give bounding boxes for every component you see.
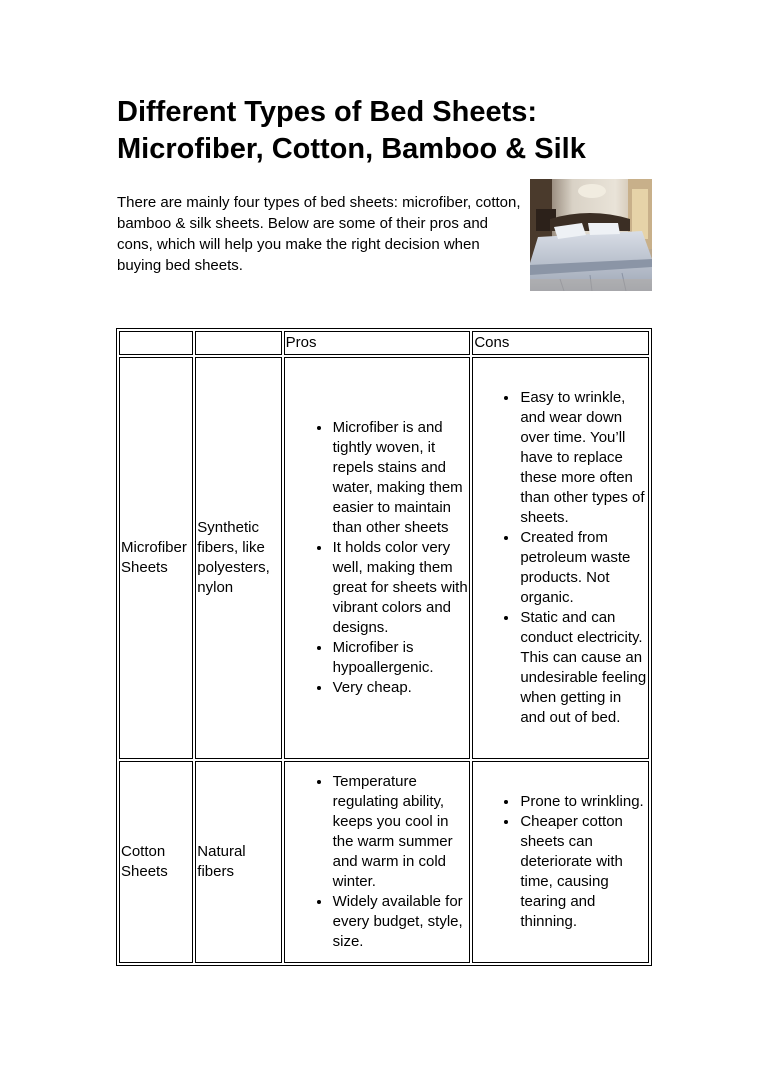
list-item: • Cheaper cotton sheets can deteriorate with time, causing tearing and thinning. [519,812,647,932]
pros-list [286,418,469,698]
sheet-type-cell: Cotton Sheets [119,761,193,963]
cons-cell [472,357,649,759]
bed-photo [530,179,652,291]
table-row [119,761,649,963]
title-line-2: Microfiber, Cotton, Bamboo & Silk [117,133,586,165]
list-item: • Widely available for every budget, style, size. [332,892,469,952]
list-item: • Very cheap. [332,678,469,698]
header-cell-name [119,331,193,355]
list-item: • Created from petroleum waste products. Not organic. [519,528,647,608]
list-item: • Microfiber is hypoallergenic. [332,638,469,678]
pros-cell [284,357,471,759]
list-item: • Temperature regulating ability, keeps you cool in the warm summer and warm in cold winter. [332,772,469,892]
pros-list [286,772,469,952]
list-item: • Microfiber is and tightly woven, it repels stains and water, making them easier to maintain than other sheets [332,418,469,538]
list-item: • Easy to wrinkle, and wear down over time. You’ll have to replace these more often than other types of sheets. [519,388,647,528]
fiber-type-cell: Natural fibers [195,761,281,963]
intro-paragraph: There are mainly four types of bed sheets: microfiber, cotton, bamboo & silk sheets. Below are some of their pros and cons, which will help you make the right decision when buying bed sheets. [117,194,521,274]
list-item: • Static and can conduct electricity. This can cause an undesirable feeling when getting in and out of bed. [519,608,647,728]
sheet-type-cell: Microfiber Sheets [119,357,193,759]
cons-list [474,388,647,728]
fiber-type-cell: Synthetic fibers, like polyesters, nylon [195,357,281,759]
document-title [117,94,677,168]
table-row [119,357,649,759]
cons-cell [472,761,649,963]
list-item: • It holds color very well, making them great for sheets with vibrant colors and designs. [332,538,469,638]
cons-list [474,792,647,932]
header-cell-cons: Cons [472,331,649,355]
table-header-row [119,331,649,355]
title-line-1: Different Types of Bed Sheets: [117,96,538,128]
sheet-types-table [116,328,652,966]
header-cell-fiber [195,331,281,355]
pros-cell [284,761,471,963]
header-cell-pros: Pros [284,331,471,355]
list-item: • Prone to wrinkling. [519,792,647,812]
bed-photo-icon [530,179,652,291]
